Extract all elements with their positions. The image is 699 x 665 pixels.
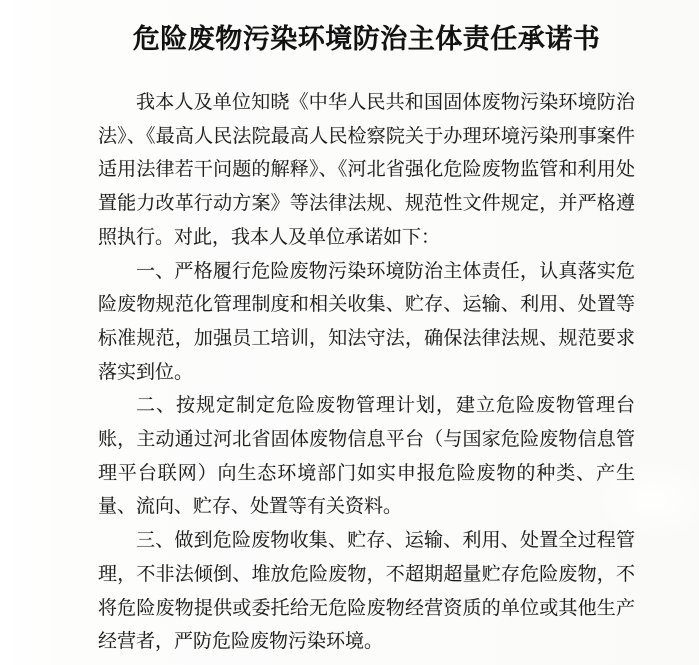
- paragraph-item-2: 二、按规定制定危险废物管理计划，建立危险废物管理台账，主动通过河北省固体废物信息平台（与国家危险废物信息管理平台联网）向生态环境部门如实申报危险废物的种类、产生量、流向、贮存、处置等有关资料。: [98, 395, 635, 518]
- document-body: [98, 86, 635, 659]
- paragraph-item-3: 三、做到危险废物收集、贮存、运输、利用、处置全过程管理，不非法倾倒、堆放危险废物，不超期超量贮存危险废物，不将危险废物提供或委托给无危险废物经营资质的单位或其他生产经营者，严防危险废物污染环境。: [98, 530, 635, 653]
- page-title: 危险废物污染环境防治主体责任承诺书: [132, 24, 601, 54]
- paragraph-intro: 我本人及单位知晓《中华人民共和国固体废物污染环境防治法》、《最高人民法院最高人民检察院关于办理环境污染刑事案件适用法律若干问题的解释》、《河北省强化危险废物监管和利用处置能力改革行动方案》等法律法规、规范性文件规定，并严格遵照执行。对此，我本人及单位承诺如下：: [98, 92, 635, 248]
- paragraph-item-1: 一、严格履行危险废物污染环境防治主体责任，认真落实危险废物规范化管理制度和相关收集、贮存、运输、利用、处置等标准规范，加强员工培训，知法守法，确保法律法规、规范要求落实到位。: [98, 260, 635, 383]
